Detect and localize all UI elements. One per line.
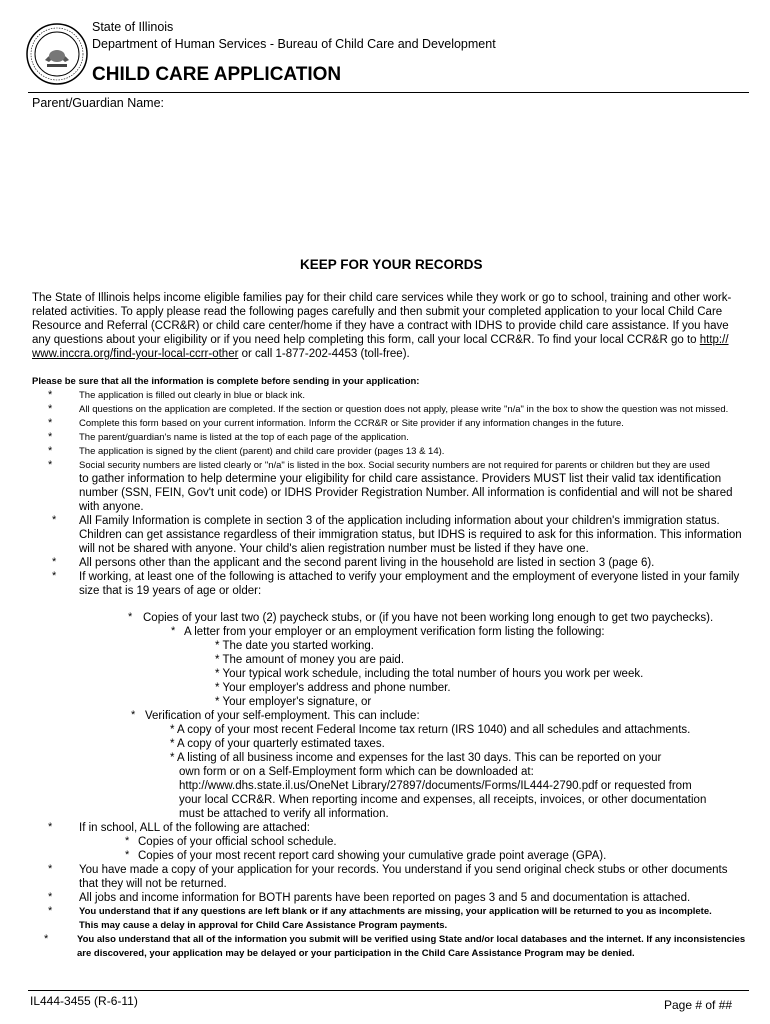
bullet-star: * xyxy=(48,417,53,429)
footer-divider xyxy=(28,990,749,991)
bullet-star: * xyxy=(125,849,130,861)
sub-item: Copies of your official school schedule. xyxy=(138,836,337,848)
bullet-star: * xyxy=(44,933,49,945)
sub-item: must be attached to verify all information. xyxy=(179,808,389,820)
checklist-item: Complete this form based on your current information. Inform the CCR&R or Site provider if any information changes in the future. xyxy=(79,418,624,429)
bullet-star: * xyxy=(131,709,136,721)
checklist-item: If in school, ALL of the following are attached: xyxy=(79,822,310,834)
checklist-item-cont: to gather information to help determine your eligibility for child care assistance. Providers MUST list their valid tax identification xyxy=(79,473,722,485)
state-seal-icon xyxy=(25,22,89,86)
checklist-item-cont: number (SSN, FEIN, Gov't unit code) or IDHS Provider Registration Number. All information is confidential and will not be shared xyxy=(79,487,733,499)
bullet-star: * xyxy=(48,403,53,415)
checklist-item: All Family Information is complete in section 3 of the application including information about your children's immigration status. xyxy=(79,515,720,527)
intro-text: or call 1-877-202-4453 (toll-free). xyxy=(238,348,410,360)
checklist-item: You have made a copy of your application for your records. You understand if you send original check stubs or other documents xyxy=(79,864,728,876)
bullet-star: * xyxy=(128,611,133,623)
sub-item: * A listing of all business income and expenses for the last 30 days. This can be reported on your xyxy=(170,752,662,764)
checklist-item-cont: size that is 19 years of age or older: xyxy=(79,585,262,597)
sub-item: Copies of your last two (2) paycheck stubs, or (if you have not been working long enough to get two paychecks). xyxy=(143,612,714,624)
bullet-star: * xyxy=(48,863,53,875)
intro-paragraph xyxy=(32,291,752,361)
intro-line xyxy=(32,333,752,347)
intro-line xyxy=(32,347,752,361)
header-state: State of Illinois xyxy=(92,20,174,34)
bullet-star: * xyxy=(48,905,53,917)
parent-guardian-label: Parent/Guardian Name: xyxy=(32,96,165,110)
intro-line: Resource and Referral (CCR&R) or child care center/home if they have a contract with IDHS to provide child care assistance. If you have xyxy=(32,320,729,332)
page-title: CHILD CARE APPLICATION xyxy=(92,64,342,85)
bullet-star: * xyxy=(52,556,57,568)
sub-item: Copies of your most recent report card showing your cumulative grade point average (GPA). xyxy=(138,850,607,862)
checklist-item-cont: with anyone. xyxy=(79,501,144,513)
checklist-item: If working, at least one of the following is attached to verify your employment and the employment of everyone listed in your family xyxy=(79,571,740,583)
checklist-item: All persons other than the applicant and the second parent living in the household are listed in section 3 (page 6). xyxy=(79,557,655,569)
checklist-item: All questions on the application are completed. If the section or question does not apply, please write "n/a" in the box to show the question was not missed. xyxy=(79,404,729,415)
checklist-heading: Please be sure that all the information is complete before sending in your application: xyxy=(32,376,420,387)
sub-item: A letter from your employer or an employment verification form listing the following: xyxy=(184,626,605,638)
checklist-item: You also understand that all of the information you submit will be verified using State and/or local databases and the internet. If any inconsistencies xyxy=(77,934,746,945)
bullet-star: * xyxy=(48,389,53,401)
checklist-item-cont: will not be shared with anyone. Your child's alien registration number must be listed if they have one. xyxy=(79,543,589,555)
sub-item: * A copy of your quarterly estimated taxes. xyxy=(170,738,385,750)
sub-item: * The amount of money you are paid. xyxy=(215,654,405,666)
page-number: Page # of ## xyxy=(664,998,733,1012)
bullet-star: * xyxy=(171,625,176,637)
header-department: Department of Human Services - Bureau of Child Care and Development xyxy=(92,37,496,51)
form-id: IL444-3455 (R-6-11) xyxy=(30,994,138,1008)
bullet-star: * xyxy=(48,891,53,903)
checklist-item: Social security numbers are listed clearly or "n/a" is listed in the box. Social security numbers are not required for parents or children but they are used xyxy=(79,460,710,471)
sub-item: http://www.dhs.state.il.us/OneNet Library/27897/documents/Forms/IL444-2790.pdf or requested from xyxy=(179,780,692,792)
header-divider xyxy=(28,92,749,93)
sub-item: * Your typical work schedule, including the total number of hours you work per week. xyxy=(215,668,644,680)
sub-item: * Your employer's signature, or xyxy=(215,696,372,708)
ccrr-link[interactable]: http:// xyxy=(699,334,729,346)
checklist-item-cont: are discovered, your application may be delayed or your participation in the Child Care Assistance Program may be denied. xyxy=(77,948,635,959)
bullet-star: * xyxy=(125,835,130,847)
sub-item: your local CCR&R. When reporting income and expenses, all receipts, invoices, or other documentation xyxy=(179,794,707,806)
sub-item: Verification of your self-employment. This can include: xyxy=(145,710,420,722)
bullet-star: * xyxy=(52,514,57,526)
checklist-item-cont: This may cause a delay in approval for Child Care Assistance Program payments. xyxy=(79,920,448,931)
bullet-star: * xyxy=(48,821,53,833)
keep-heading: KEEP FOR YOUR RECORDS xyxy=(300,257,483,272)
bullet-star: * xyxy=(48,445,53,457)
checklist-item-cont: that they will not be returned. xyxy=(79,878,227,890)
checklist-item: The application is signed by the client (parent) and child care provider (pages 13 & 14). xyxy=(79,446,445,457)
checklist-item-cont: Children can get assistance regardless of their immigration status, but IDHS is required to ask for this information. This information xyxy=(79,529,742,541)
intro-text: any questions about your eligibility or if you need help completing this form, call your local CCR&R. To find your local CCR&R go to xyxy=(32,334,700,346)
checklist-item: The application is filled out clearly in blue or black ink. xyxy=(79,390,306,401)
sub-item: own form or on a Self-Employment form which can be downloaded at: xyxy=(179,766,534,778)
checklist-item: You understand that if any questions are left blank or if any attachments are missing, your application will be returned to you as incomplete. xyxy=(79,906,712,917)
intro-line: related activities. To apply please read the following pages carefully and then submit your completed application to your local Child Care xyxy=(32,306,723,318)
bullet-star: * xyxy=(52,570,57,582)
intro-line: The State of Illinois helps income eligible families pay for their child care services while they work or go to school, training and other work- xyxy=(32,292,732,304)
sub-item: * The date you started working. xyxy=(215,640,374,652)
bullet-star: * xyxy=(48,459,53,471)
sub-item: * A copy of your most recent Federal Income tax return (IRS 1040) and all schedules and attachments. xyxy=(170,724,691,736)
checklist-item: All jobs and income information for BOTH parents have been reported on pages 3 and 5 and documentation is attached. xyxy=(79,892,691,904)
sub-item: * Your employer's address and phone number. xyxy=(215,682,451,694)
bullet-star: * xyxy=(48,431,53,443)
checklist-item: The parent/guardian's name is listed at the top of each page of the application. xyxy=(79,432,409,443)
ccrr-link-continued[interactable]: www.inccra.org/find-your-local-ccrr-other xyxy=(32,348,239,360)
